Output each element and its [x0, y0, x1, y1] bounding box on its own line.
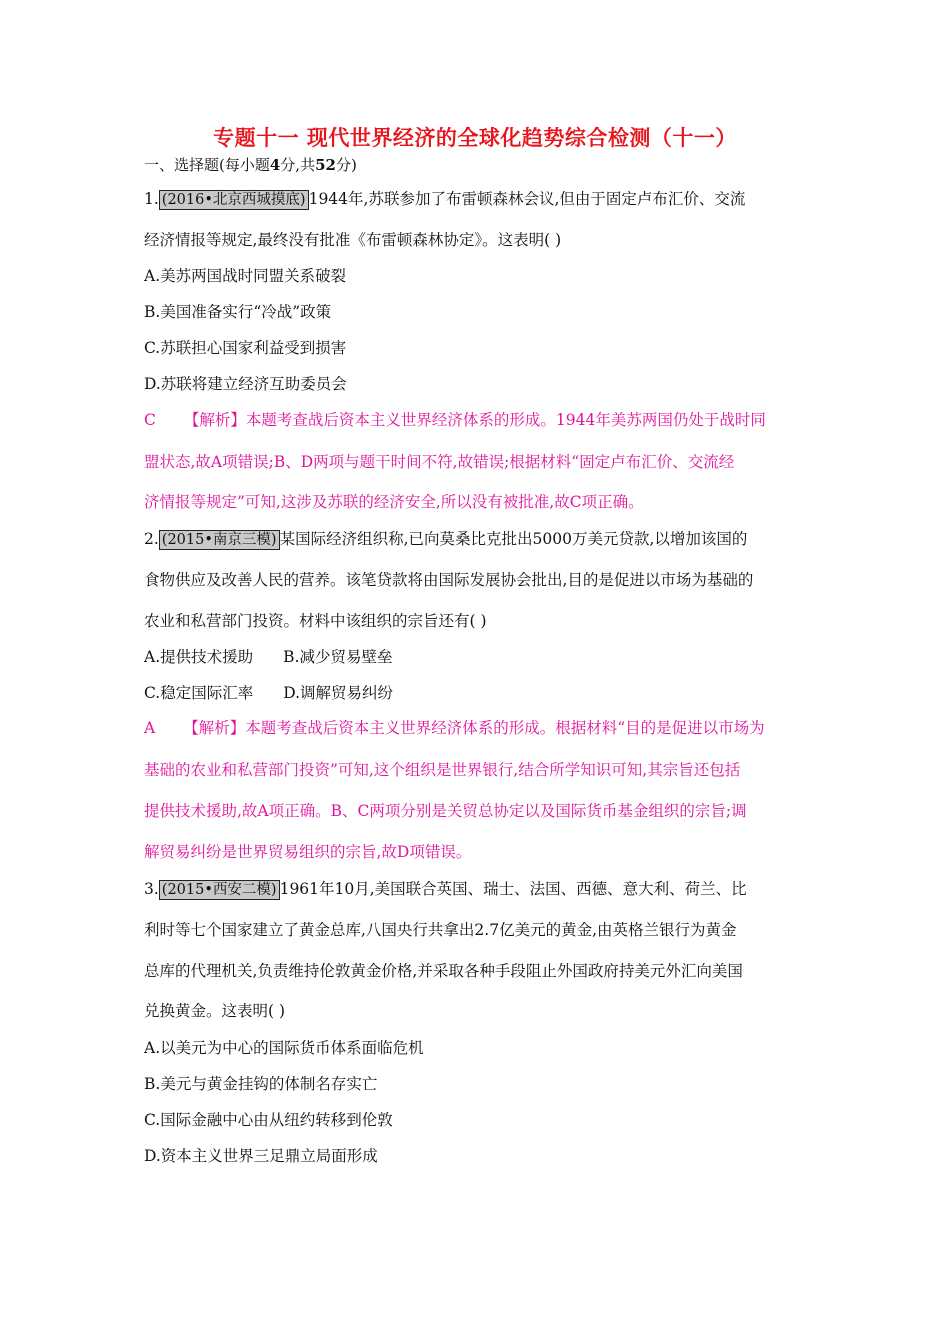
section-mid: 分,共: [280, 156, 316, 174]
q3-stem-line-1: [144, 877, 747, 900]
section-prefix: 一、选择题(每小题: [144, 156, 270, 174]
q2-option-d: D.调解贸易纠纷: [283, 684, 394, 702]
q1-stem-text-1: 1944年,苏联参加了布雷顿森林会议,但由于固定卢布汇价、交流: [308, 190, 746, 208]
q3-stem-line-2: 利时等七个国家建立了黄金总库,八国央行共拿出2.7亿美元的黄金,由英格兰银行为黄金: [144, 921, 737, 939]
q2-options-row-1: [144, 645, 392, 667]
q1-option-a: A.美苏两国战时同盟关系破裂: [144, 267, 347, 285]
q1-explanation-line-2: 盟状态,故A项错误;B、D两项与题干时间不符,故错误;根据材料“固定卢布汇价、交流经: [144, 453, 735, 471]
q1-answer: C: [144, 411, 156, 429]
q3-option-d: D.资本主义世界三足鼎立局面形成: [144, 1147, 378, 1165]
q2-explanation-line-2: 基础的农业和私营部门投资”可知,这个组织是世界银行,结合所学知识可知,其宗旨还包括: [144, 761, 741, 779]
q2-option-b: B.减少贸易壁垒: [283, 648, 393, 666]
q1-number: 1.: [144, 190, 159, 208]
section-total-score: 52: [315, 156, 336, 174]
q1-option-b: B.美国准备实行“冷战”政策: [144, 303, 332, 321]
q3-option-a: A.以美元为中心的国际货币体系面临危机: [144, 1039, 424, 1057]
section-suffix: 分): [335, 156, 357, 174]
q3-source-tag: (2015•西安二模): [159, 880, 280, 900]
q1-explanation-line-3: 济情报等规定”可知,这涉及苏联的经济安全,所以没有被批准,故C项正确。: [144, 493, 644, 511]
q2-stem-text-1: 某国际经济组织称,已向莫桑比克批出5000万美元贷款,以增加该国的: [279, 530, 748, 548]
q2-option-a: A.提供技术援助: [144, 648, 254, 666]
q2-option-c: C.稳定国际汇率: [144, 684, 254, 702]
q3-option-b: B.美元与黄金挂钩的体制名存实亡: [144, 1075, 378, 1093]
q1-stem-line-2: 经济情报等规定,最终没有批准《布雷顿森林协定》。这表明( ): [144, 231, 562, 249]
page-title: 专题十一 现代世界经济的全球化趋势综合检测（十一）: [213, 126, 737, 150]
q2-explanation-line-4: 解贸易纠纷是世界贸易组织的宗旨,故D项错误。: [144, 843, 472, 861]
q2-stem-line-2: 食物供应及改善人民的营养。该笔贷款将由国际发展协会批出,目的是促进以市场为基础的: [144, 571, 754, 589]
section-per-score: 4: [269, 156, 281, 174]
q3-number: 3.: [144, 880, 159, 898]
q2-explanation-line-1: [144, 716, 765, 738]
q1-option-d: D.苏联将建立经济互助委员会: [144, 375, 347, 393]
q2-answer: A: [144, 719, 156, 737]
q1-stem-line-1: [144, 187, 745, 210]
section-heading: [144, 154, 357, 175]
q3-stem-line-3: 总库的代理机关,负责维持伦敦黄金价格,并采取各种手段阻止外国政府持美元外汇向美国: [144, 962, 743, 980]
q2-options-row-2: [144, 681, 393, 703]
q2-explanation-line-3: 提供技术援助,故A项正确。B、C两项分别是关贸总协定以及国际货币基金组织的宗旨;调: [144, 802, 747, 820]
q2-explanation-text-1: 【解析】本题考查战后资本主义世界经济体系的形成。根据材料“目的是促进以市场为: [183, 719, 765, 737]
q2-source-tag: (2015•南京三模): [159, 530, 280, 550]
q2-number: 2.: [144, 530, 159, 548]
q1-explanation-text-1: 【解析】本题考查战后资本主义世界经济体系的形成。1944年美苏两国仍处于战时同: [183, 411, 766, 429]
q1-explanation-line-1: [144, 408, 766, 430]
q2-stem-line-3: 农业和私营部门投资。材料中该组织的宗旨还有( ): [144, 612, 487, 630]
q1-option-c: C.苏联担心国家利益受到损害: [144, 339, 347, 357]
q3-stem-line-4: 兑换黄金。这表明( ): [144, 1002, 286, 1020]
q1-source-tag: (2016•北京西城摸底): [159, 190, 309, 210]
q3-option-c: C.国际金融中心由从纽约转移到伦敦: [144, 1111, 393, 1129]
q2-stem-line-1: [144, 527, 747, 550]
q3-stem-text-1: 1961年10月,美国联合英国、瑞士、法国、西德、意大利、荷兰、比: [279, 880, 747, 898]
